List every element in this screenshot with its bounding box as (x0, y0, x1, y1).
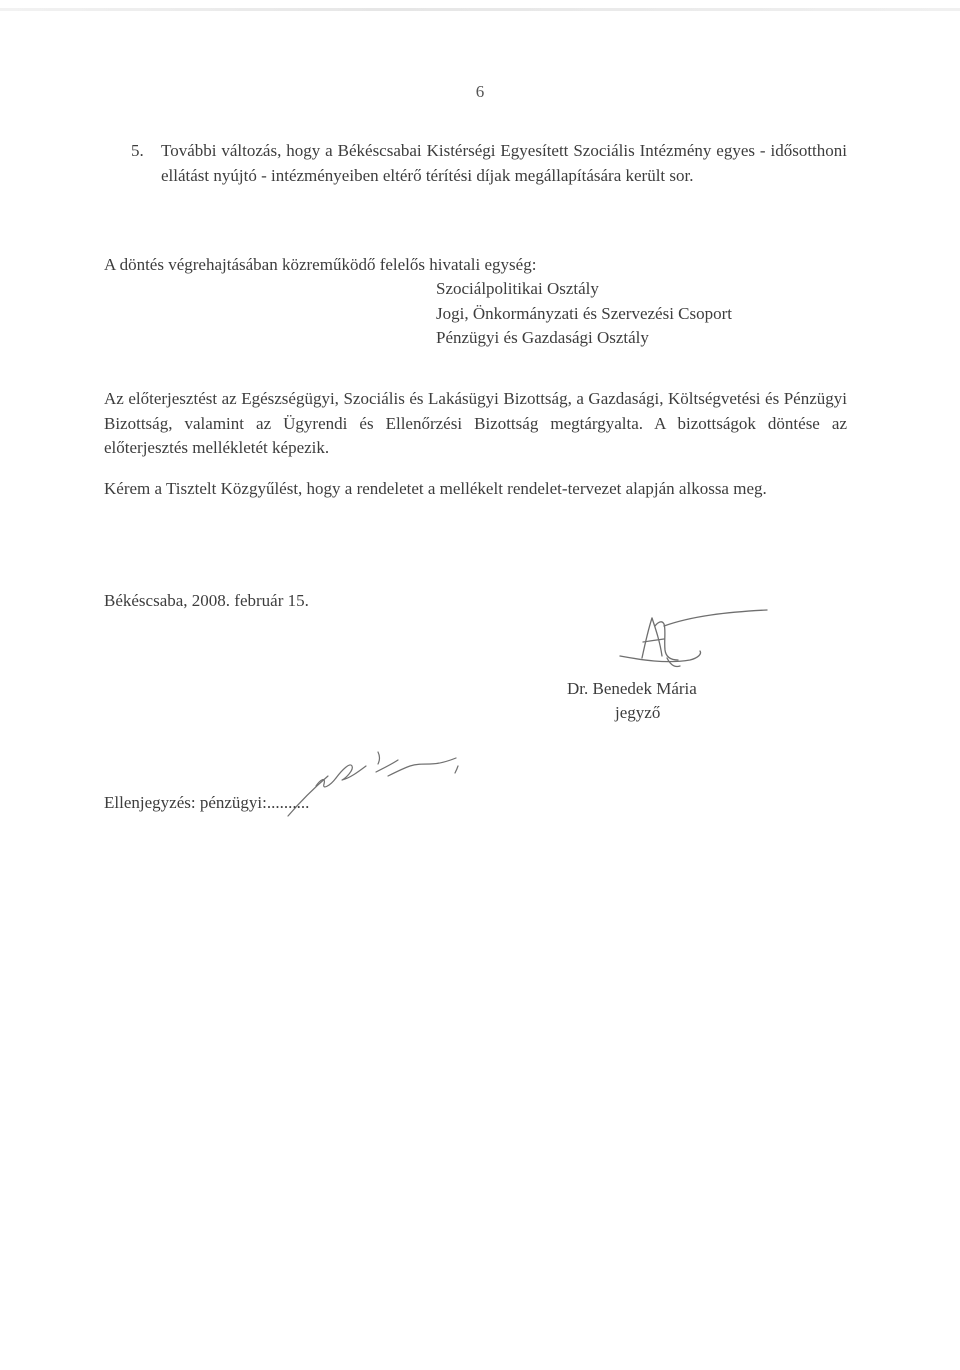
numbered-paragraph-5 (131, 139, 847, 188)
scan-edge-rule (0, 8, 960, 11)
paragraph-number: 5. (131, 141, 144, 160)
responsible-unit-list (436, 277, 856, 351)
countersign-line: Ellenjegyzés: pénzügyi:.......... (104, 793, 310, 812)
date-line: Békéscsaba, 2008. február 15. (104, 591, 309, 610)
responsible-unit-item: Szociálpolitikai Osztály (436, 279, 599, 298)
page-number: 6 (475, 82, 485, 101)
approval-paragraph: Az előterjesztést az Egészségügyi, Szociális és Lakásügyi Bizottság, a Gazdasági, Költségvetési és Pénzügyi Bizottság, valamint az Ügyrendi és Ellenőrzési Bizottság megtárgyalta. A bizottságok döntése az előterjesztés mellékletét képezik. (104, 389, 847, 457)
responsible-unit-item: Jogi, Önkormányzati és Szervezési Csoport (436, 303, 733, 323)
request-paragraph: Kérem a Tisztelt Közgyűlést, hogy a rendeletet a mellékelt rendelet-tervezet alapján alkossa meg. (104, 479, 767, 498)
paragraph-body: További változás, hogy a Békéscsabai Kistérségi Egyesített Szociális Intézmény egyes - idősotthoni ellátást nyújtó - intézményeiben eltérő térítési díjak megállapítására került sor. (161, 141, 847, 185)
responsible-unit-item: Pénzügyi és Gazdasági Osztály (436, 328, 649, 347)
notary-signature (612, 606, 772, 678)
signer-title: jegyző (615, 703, 661, 722)
signer-block (567, 677, 727, 725)
signer-name: Dr. Benedek Mária (567, 679, 697, 698)
responsible-unit-intro: A döntés végrehajtásában közreműködő felelős hivatali egység: (104, 255, 537, 274)
